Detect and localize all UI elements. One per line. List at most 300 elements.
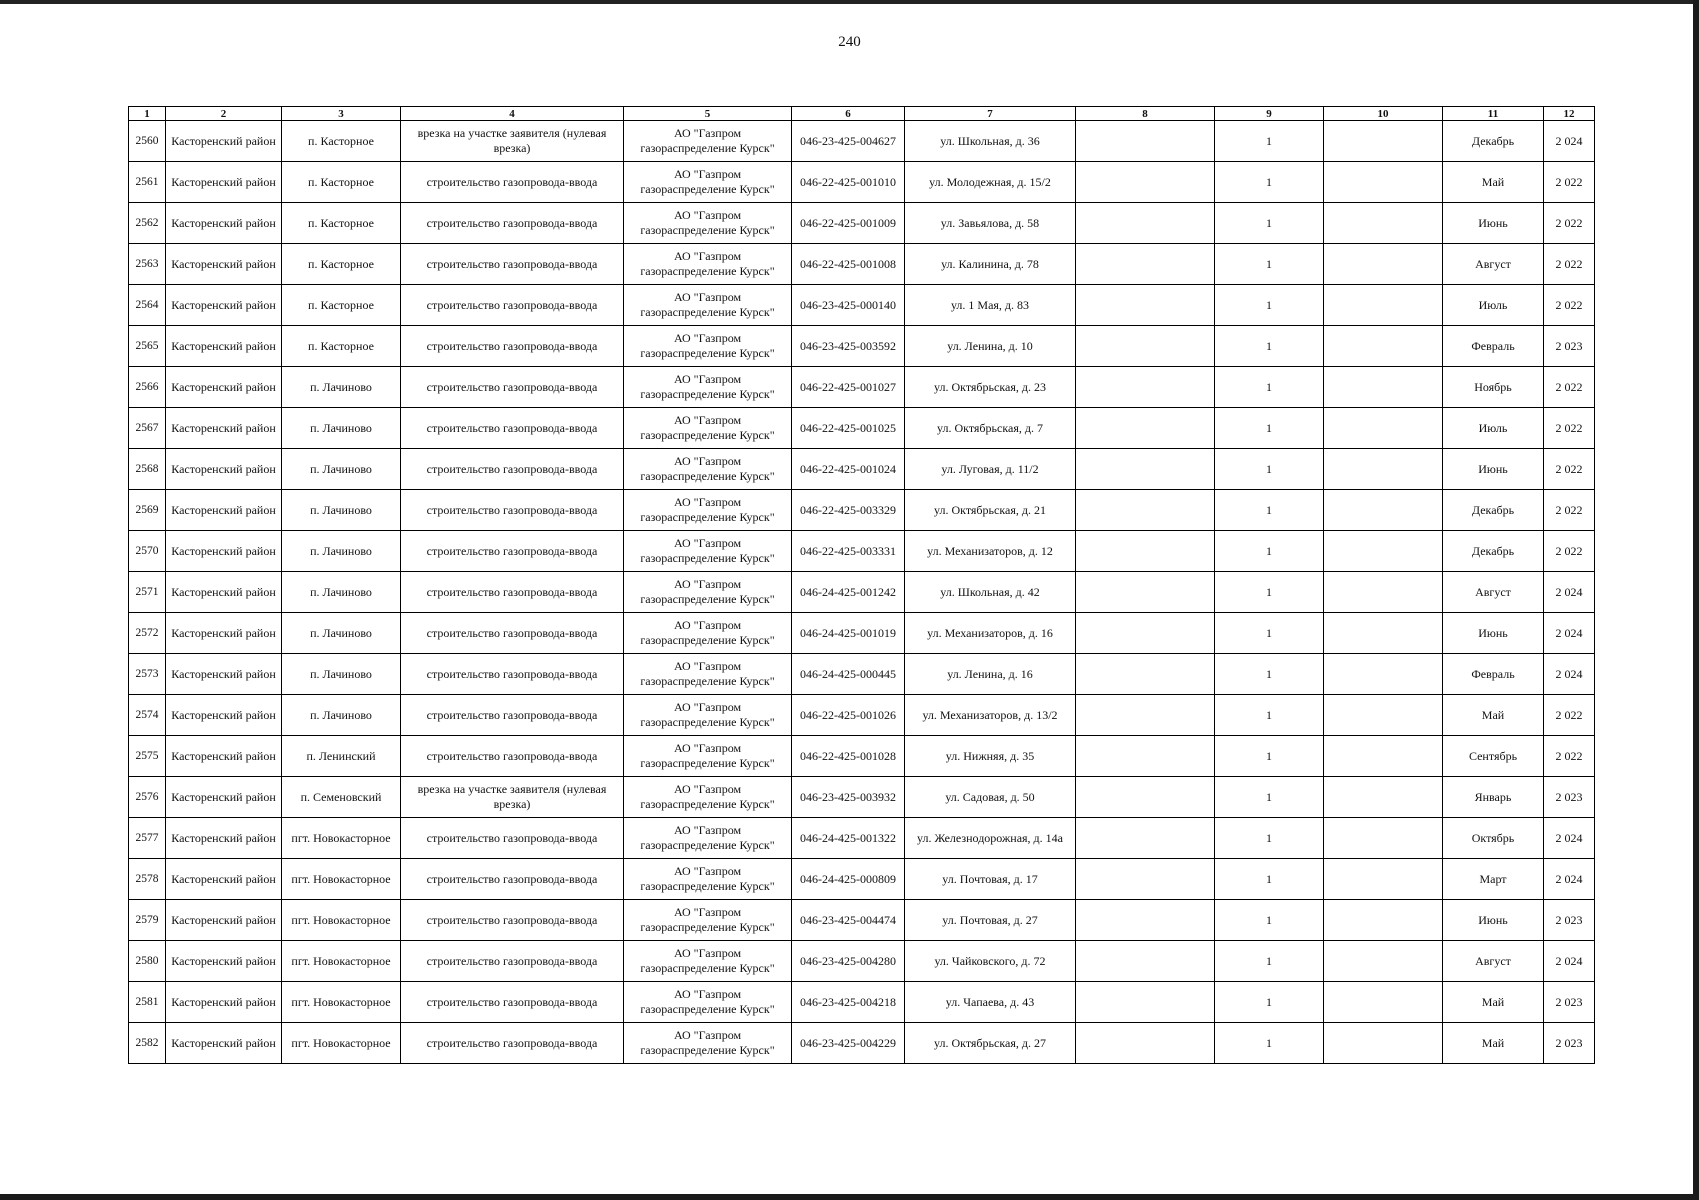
organization-cell: АО "Газпром газораспределение Курск" — [624, 203, 792, 244]
month-cell: Декабрь — [1443, 121, 1544, 162]
settlement-cell: п. Касторное — [282, 203, 401, 244]
settlement-cell: пгт. Новокасторное — [282, 859, 401, 900]
table-row — [129, 695, 1595, 736]
column-10-cell — [1324, 326, 1443, 367]
month-cell: Декабрь — [1443, 490, 1544, 531]
column-10-cell — [1324, 121, 1443, 162]
column-header: 6 — [792, 107, 905, 121]
address-cell: ул. Чайковского, д. 72 — [905, 941, 1076, 982]
month-cell: Ноябрь — [1443, 367, 1544, 408]
month-cell: Январь — [1443, 777, 1544, 818]
settlement-cell: п. Лачиново — [282, 408, 401, 449]
district-cell: Касторенский район — [166, 285, 282, 326]
registry-table — [128, 106, 1595, 1064]
month-cell: Декабрь — [1443, 531, 1544, 572]
month-cell: Август — [1443, 941, 1544, 982]
column-header: 8 — [1076, 107, 1215, 121]
work-type-cell: строительство газопровода-ввода — [401, 572, 624, 613]
year-cell: 2 024 — [1544, 572, 1595, 613]
row-number: 2576 — [129, 777, 166, 818]
registry-code-cell: 046-24-425-000445 — [792, 654, 905, 695]
row-number: 2564 — [129, 285, 166, 326]
column-10-cell — [1324, 203, 1443, 244]
registry-code-cell: 046-23-425-003592 — [792, 326, 905, 367]
column-header: 5 — [624, 107, 792, 121]
work-type-cell: строительство газопровода-ввода — [401, 449, 624, 490]
work-type-cell: строительство газопровода-ввода — [401, 326, 624, 367]
column-8-cell — [1076, 736, 1215, 777]
year-cell: 2 022 — [1544, 203, 1595, 244]
registry-code-cell: 046-23-425-004280 — [792, 941, 905, 982]
address-cell: ул. Механизаторов, д. 13/2 — [905, 695, 1076, 736]
settlement-cell: пгт. Новокасторное — [282, 818, 401, 859]
table-row — [129, 326, 1595, 367]
organization-cell: АО "Газпром газораспределение Курск" — [624, 531, 792, 572]
address-cell: ул. Механизаторов, д. 12 — [905, 531, 1076, 572]
settlement-cell: п. Лачиново — [282, 367, 401, 408]
year-cell: 2 022 — [1544, 531, 1595, 572]
quantity-cell: 1 — [1215, 1023, 1324, 1064]
column-10-cell — [1324, 367, 1443, 408]
registry-code-cell: 046-23-425-004229 — [792, 1023, 905, 1064]
work-type-cell: строительство газопровода-ввода — [401, 367, 624, 408]
address-cell: ул. Нижняя, д. 35 — [905, 736, 1076, 777]
month-cell: Май — [1443, 162, 1544, 203]
column-8-cell — [1076, 285, 1215, 326]
column-8-cell — [1076, 531, 1215, 572]
column-10-cell — [1324, 941, 1443, 982]
address-cell: ул. Завьялова, д. 58 — [905, 203, 1076, 244]
organization-cell: АО "Газпром газораспределение Курск" — [624, 777, 792, 818]
table-row — [129, 777, 1595, 818]
column-10-cell — [1324, 982, 1443, 1023]
quantity-cell: 1 — [1215, 449, 1324, 490]
year-cell: 2 023 — [1544, 982, 1595, 1023]
registry-code-cell: 046-23-425-004627 — [792, 121, 905, 162]
column-10-cell — [1324, 613, 1443, 654]
work-type-cell: строительство газопровода-ввода — [401, 490, 624, 531]
settlement-cell: п. Касторное — [282, 285, 401, 326]
address-cell: ул. Ленина, д. 16 — [905, 654, 1076, 695]
district-cell: Касторенский район — [166, 572, 282, 613]
settlement-cell: п. Лачиново — [282, 695, 401, 736]
year-cell: 2 022 — [1544, 449, 1595, 490]
year-cell: 2 022 — [1544, 695, 1595, 736]
column-10-cell — [1324, 162, 1443, 203]
settlement-cell: п. Лачиново — [282, 654, 401, 695]
column-header: 11 — [1443, 107, 1544, 121]
district-cell: Касторенский район — [166, 613, 282, 654]
row-number: 2577 — [129, 818, 166, 859]
column-10-cell — [1324, 531, 1443, 572]
address-cell: ул. Школьная, д. 42 — [905, 572, 1076, 613]
settlement-cell: пгт. Новокасторное — [282, 982, 401, 1023]
table-row — [129, 408, 1595, 449]
month-cell: Июнь — [1443, 203, 1544, 244]
column-10-cell — [1324, 654, 1443, 695]
district-cell: Касторенский район — [166, 531, 282, 572]
address-cell: ул. 1 Мая, д. 83 — [905, 285, 1076, 326]
address-cell: ул. Садовая, д. 50 — [905, 777, 1076, 818]
table-row — [129, 121, 1595, 162]
year-cell: 2 022 — [1544, 408, 1595, 449]
column-header: 2 — [166, 107, 282, 121]
table-header-row — [129, 107, 1595, 121]
registry-code-cell: 046-23-425-003932 — [792, 777, 905, 818]
column-10-cell — [1324, 572, 1443, 613]
address-cell: ул. Калинина, д. 78 — [905, 244, 1076, 285]
row-number: 2571 — [129, 572, 166, 613]
year-cell: 2 024 — [1544, 859, 1595, 900]
table-row — [129, 736, 1595, 777]
address-cell: ул. Луговая, д. 11/2 — [905, 449, 1076, 490]
column-header: 7 — [905, 107, 1076, 121]
work-type-cell: строительство газопровода-ввода — [401, 982, 624, 1023]
table-row — [129, 367, 1595, 408]
row-number: 2566 — [129, 367, 166, 408]
quantity-cell: 1 — [1215, 695, 1324, 736]
column-10-cell — [1324, 490, 1443, 531]
district-cell: Касторенский район — [166, 121, 282, 162]
organization-cell: АО "Газпром газораспределение Курск" — [624, 367, 792, 408]
registry-code-cell: 046-24-425-001242 — [792, 572, 905, 613]
table-row — [129, 449, 1595, 490]
district-cell: Касторенский район — [166, 367, 282, 408]
month-cell: Октябрь — [1443, 818, 1544, 859]
district-cell: Касторенский район — [166, 736, 282, 777]
column-10-cell — [1324, 900, 1443, 941]
row-number: 2580 — [129, 941, 166, 982]
column-8-cell — [1076, 982, 1215, 1023]
year-cell: 2 023 — [1544, 326, 1595, 367]
work-type-cell: строительство газопровода-ввода — [401, 1023, 624, 1064]
quantity-cell: 1 — [1215, 285, 1324, 326]
work-type-cell: строительство газопровода-ввода — [401, 613, 624, 654]
quantity-cell: 1 — [1215, 859, 1324, 900]
column-10-cell — [1324, 285, 1443, 326]
registry-code-cell: 046-23-425-004218 — [792, 982, 905, 1023]
column-8-cell — [1076, 326, 1215, 367]
quantity-cell: 1 — [1215, 162, 1324, 203]
work-type-cell: врезка на участке заявителя (нулевая врезка) — [401, 777, 624, 818]
column-8-cell — [1076, 449, 1215, 490]
year-cell: 2 022 — [1544, 162, 1595, 203]
district-cell: Касторенский район — [166, 408, 282, 449]
table-row — [129, 982, 1595, 1023]
table-row — [129, 613, 1595, 654]
work-type-cell: строительство газопровода-ввода — [401, 941, 624, 982]
organization-cell: АО "Газпром газораспределение Курск" — [624, 449, 792, 490]
registry-code-cell: 046-22-425-001026 — [792, 695, 905, 736]
organization-cell: АО "Газпром газораспределение Курск" — [624, 490, 792, 531]
settlement-cell: п. Лачиново — [282, 613, 401, 654]
district-cell: Касторенский район — [166, 900, 282, 941]
district-cell: Касторенский район — [166, 941, 282, 982]
year-cell: 2 024 — [1544, 941, 1595, 982]
scan-border-right — [1693, 0, 1699, 1200]
registry-code-cell: 046-24-425-001322 — [792, 818, 905, 859]
column-10-cell — [1324, 449, 1443, 490]
district-cell: Касторенский район — [166, 244, 282, 285]
address-cell: ул. Октябрьская, д. 21 — [905, 490, 1076, 531]
registry-code-cell: 046-22-425-001025 — [792, 408, 905, 449]
quantity-cell: 1 — [1215, 326, 1324, 367]
quantity-cell: 1 — [1215, 982, 1324, 1023]
row-number: 2581 — [129, 982, 166, 1023]
row-number: 2578 — [129, 859, 166, 900]
quantity-cell: 1 — [1215, 572, 1324, 613]
year-cell: 2 024 — [1544, 818, 1595, 859]
quantity-cell: 1 — [1215, 408, 1324, 449]
column-8-cell — [1076, 695, 1215, 736]
year-cell: 2 023 — [1544, 900, 1595, 941]
column-8-cell — [1076, 654, 1215, 695]
district-cell: Касторенский район — [166, 326, 282, 367]
month-cell: Июнь — [1443, 900, 1544, 941]
column-10-cell — [1324, 859, 1443, 900]
column-8-cell — [1076, 1023, 1215, 1064]
table-row — [129, 859, 1595, 900]
district-cell: Касторенский район — [166, 203, 282, 244]
quantity-cell: 1 — [1215, 777, 1324, 818]
month-cell: Май — [1443, 982, 1544, 1023]
table-row — [129, 162, 1595, 203]
table-row — [129, 531, 1595, 572]
column-8-cell — [1076, 367, 1215, 408]
settlement-cell: п. Лачиново — [282, 572, 401, 613]
row-number: 2572 — [129, 613, 166, 654]
organization-cell: АО "Газпром газораспределение Курск" — [624, 900, 792, 941]
registry-code-cell: 046-24-425-000809 — [792, 859, 905, 900]
district-cell: Касторенский район — [166, 654, 282, 695]
settlement-cell: п. Лачиново — [282, 449, 401, 490]
table-row — [129, 941, 1595, 982]
table-row — [129, 203, 1595, 244]
settlement-cell: пгт. Новокасторное — [282, 941, 401, 982]
quantity-cell: 1 — [1215, 490, 1324, 531]
work-type-cell: строительство газопровода-ввода — [401, 900, 624, 941]
table-row — [129, 654, 1595, 695]
table-row — [129, 285, 1595, 326]
column-header: 4 — [401, 107, 624, 121]
address-cell: ул. Школьная, д. 36 — [905, 121, 1076, 162]
address-cell: ул. Октябрьская, д. 27 — [905, 1023, 1076, 1064]
quantity-cell: 1 — [1215, 244, 1324, 285]
year-cell: 2 024 — [1544, 121, 1595, 162]
table-row — [129, 1023, 1595, 1064]
column-10-cell — [1324, 695, 1443, 736]
row-number: 2568 — [129, 449, 166, 490]
work-type-cell: строительство газопровода-ввода — [401, 654, 624, 695]
address-cell: ул. Механизаторов, д. 16 — [905, 613, 1076, 654]
year-cell: 2 023 — [1544, 1023, 1595, 1064]
table-row — [129, 572, 1595, 613]
row-number: 2569 — [129, 490, 166, 531]
month-cell: Март — [1443, 859, 1544, 900]
district-cell: Касторенский район — [166, 162, 282, 203]
registry-code-cell: 046-24-425-001019 — [792, 613, 905, 654]
district-cell: Касторенский район — [166, 490, 282, 531]
column-8-cell — [1076, 490, 1215, 531]
column-10-cell — [1324, 408, 1443, 449]
year-cell: 2 022 — [1544, 285, 1595, 326]
registry-code-cell: 046-22-425-003329 — [792, 490, 905, 531]
registry-code-cell: 046-23-425-000140 — [792, 285, 905, 326]
column-8-cell — [1076, 900, 1215, 941]
organization-cell: АО "Газпром газораспределение Курск" — [624, 736, 792, 777]
organization-cell: АО "Газпром газораспределение Курск" — [624, 859, 792, 900]
column-8-cell — [1076, 777, 1215, 818]
settlement-cell: п. Касторное — [282, 121, 401, 162]
address-cell: ул. Почтовая, д. 27 — [905, 900, 1076, 941]
month-cell: Февраль — [1443, 654, 1544, 695]
column-8-cell — [1076, 244, 1215, 285]
organization-cell: АО "Газпром газораспределение Курск" — [624, 941, 792, 982]
column-10-cell — [1324, 736, 1443, 777]
month-cell: Сентябрь — [1443, 736, 1544, 777]
year-cell: 2 022 — [1544, 490, 1595, 531]
row-number: 2573 — [129, 654, 166, 695]
year-cell: 2 022 — [1544, 244, 1595, 285]
district-cell: Касторенский район — [166, 695, 282, 736]
district-cell: Касторенский район — [166, 982, 282, 1023]
work-type-cell: строительство газопровода-ввода — [401, 736, 624, 777]
month-cell: Июль — [1443, 408, 1544, 449]
column-10-cell — [1324, 1023, 1443, 1064]
column-header: 1 — [129, 107, 166, 121]
row-number: 2574 — [129, 695, 166, 736]
district-cell: Касторенский район — [166, 818, 282, 859]
column-8-cell — [1076, 408, 1215, 449]
settlement-cell: пгт. Новокасторное — [282, 900, 401, 941]
quantity-cell: 1 — [1215, 736, 1324, 777]
settlement-cell: п. Лачиново — [282, 531, 401, 572]
quantity-cell: 1 — [1215, 941, 1324, 982]
month-cell: Май — [1443, 1023, 1544, 1064]
address-cell: ул. Ленина, д. 10 — [905, 326, 1076, 367]
organization-cell: АО "Газпром газораспределение Курск" — [624, 285, 792, 326]
table-row — [129, 900, 1595, 941]
work-type-cell: строительство газопровода-ввода — [401, 285, 624, 326]
month-cell: Февраль — [1443, 326, 1544, 367]
organization-cell: АО "Газпром газораспределение Курск" — [624, 613, 792, 654]
column-10-cell — [1324, 244, 1443, 285]
row-number: 2582 — [129, 1023, 166, 1064]
settlement-cell: п. Семеновский — [282, 777, 401, 818]
quantity-cell: 1 — [1215, 203, 1324, 244]
row-number: 2560 — [129, 121, 166, 162]
registry-code-cell: 046-23-425-004474 — [792, 900, 905, 941]
registry-code-cell: 046-22-425-003331 — [792, 531, 905, 572]
work-type-cell: строительство газопровода-ввода — [401, 203, 624, 244]
address-cell: ул. Октябрьская, д. 23 — [905, 367, 1076, 408]
table-row — [129, 490, 1595, 531]
registry-code-cell: 046-22-425-001028 — [792, 736, 905, 777]
settlement-cell: п. Ленинский — [282, 736, 401, 777]
scan-border-top — [0, 0, 1699, 4]
row-number: 2579 — [129, 900, 166, 941]
row-number: 2562 — [129, 203, 166, 244]
scan-border-bottom — [0, 1194, 1699, 1200]
work-type-cell: строительство газопровода-ввода — [401, 162, 624, 203]
registry-code-cell: 046-22-425-001024 — [792, 449, 905, 490]
table-body — [129, 121, 1595, 1064]
quantity-cell: 1 — [1215, 818, 1324, 859]
row-number: 2563 — [129, 244, 166, 285]
month-cell: Июнь — [1443, 613, 1544, 654]
row-number: 2565 — [129, 326, 166, 367]
row-number: 2567 — [129, 408, 166, 449]
organization-cell: АО "Газпром газораспределение Курск" — [624, 121, 792, 162]
quantity-cell: 1 — [1215, 613, 1324, 654]
column-header: 3 — [282, 107, 401, 121]
month-cell: Июль — [1443, 285, 1544, 326]
work-type-cell: строительство газопровода-ввода — [401, 408, 624, 449]
column-8-cell — [1076, 818, 1215, 859]
row-number: 2561 — [129, 162, 166, 203]
table-row — [129, 818, 1595, 859]
organization-cell: АО "Газпром газораспределение Курск" — [624, 695, 792, 736]
organization-cell: АО "Газпром газораспределение Курск" — [624, 326, 792, 367]
organization-cell: АО "Газпром газораспределение Курск" — [624, 162, 792, 203]
work-type-cell: строительство газопровода-ввода — [401, 244, 624, 285]
year-cell: 2 024 — [1544, 654, 1595, 695]
district-cell: Касторенский район — [166, 859, 282, 900]
address-cell: ул. Железнодорожная, д. 14а — [905, 818, 1076, 859]
address-cell: ул. Почтовая, д. 17 — [905, 859, 1076, 900]
organization-cell: АО "Газпром газораспределение Курск" — [624, 818, 792, 859]
work-type-cell: строительство газопровода-ввода — [401, 859, 624, 900]
district-cell: Касторенский район — [166, 777, 282, 818]
settlement-cell: пгт. Новокасторное — [282, 1023, 401, 1064]
registry-code-cell: 046-22-425-001009 — [792, 203, 905, 244]
settlement-cell: п. Касторное — [282, 162, 401, 203]
organization-cell: АО "Газпром газораспределение Курск" — [624, 408, 792, 449]
quantity-cell: 1 — [1215, 121, 1324, 162]
registry-code-cell: 046-22-425-001027 — [792, 367, 905, 408]
column-header: 12 — [1544, 107, 1595, 121]
quantity-cell: 1 — [1215, 654, 1324, 695]
column-8-cell — [1076, 859, 1215, 900]
column-header: 10 — [1324, 107, 1443, 121]
registry-code-cell: 046-22-425-001010 — [792, 162, 905, 203]
quantity-cell: 1 — [1215, 531, 1324, 572]
column-8-cell — [1076, 572, 1215, 613]
quantity-cell: 1 — [1215, 367, 1324, 408]
month-cell: Август — [1443, 572, 1544, 613]
table-row — [129, 244, 1595, 285]
row-number: 2570 — [129, 531, 166, 572]
address-cell: ул. Октябрьская, д. 7 — [905, 408, 1076, 449]
address-cell: ул. Чапаева, д. 43 — [905, 982, 1076, 1023]
column-10-cell — [1324, 777, 1443, 818]
column-header: 9 — [1215, 107, 1324, 121]
month-cell: Август — [1443, 244, 1544, 285]
work-type-cell: врезка на участке заявителя (нулевая врезка) — [401, 121, 624, 162]
district-cell: Касторенский район — [166, 1023, 282, 1064]
work-type-cell: строительство газопровода-ввода — [401, 695, 624, 736]
column-8-cell — [1076, 613, 1215, 654]
organization-cell: АО "Газпром газораспределение Курск" — [624, 982, 792, 1023]
organization-cell: АО "Газпром газораспределение Курск" — [624, 654, 792, 695]
work-type-cell: строительство газопровода-ввода — [401, 531, 624, 572]
column-8-cell — [1076, 121, 1215, 162]
registry-code-cell: 046-22-425-001008 — [792, 244, 905, 285]
column-8-cell — [1076, 162, 1215, 203]
month-cell: Май — [1443, 695, 1544, 736]
column-8-cell — [1076, 941, 1215, 982]
address-cell: ул. Молодежная, д. 15/2 — [905, 162, 1076, 203]
